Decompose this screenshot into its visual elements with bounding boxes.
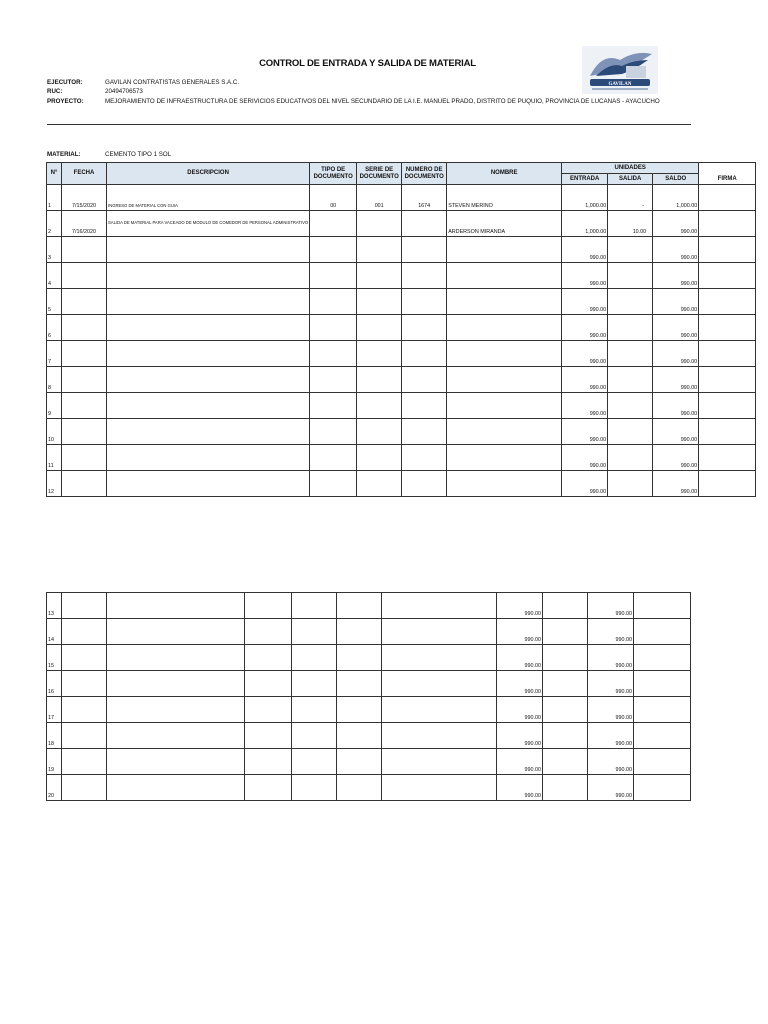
cell-numero	[402, 341, 447, 367]
table-row	[47, 671, 691, 697]
cell-n: 18	[47, 723, 62, 749]
cell-entrada: 990.00	[497, 645, 543, 671]
cell-descripcion: SALIDA DE MATERIAL PARA VACEADO DE MODULO DE COMEDOR DE PERSONAL ADMINISTRATIVO	[107, 211, 310, 237]
cell-numero	[402, 263, 447, 289]
cell-saldo: 990.00	[653, 263, 699, 289]
cell-fecha	[62, 341, 107, 367]
cell-salida	[543, 645, 588, 671]
table-row	[47, 775, 691, 801]
cell-nombre	[382, 619, 497, 645]
cell-serie	[357, 289, 402, 315]
cell-entrada: 990.00	[497, 671, 543, 697]
cell-descripcion: INGRESO DE MATERIAL CON GUIA	[107, 185, 310, 211]
cell-fecha	[62, 237, 107, 263]
cell-numero	[337, 723, 382, 749]
cell-entrada: 990.00	[497, 723, 543, 749]
material-key: MATERIAL:	[47, 151, 81, 158]
cell-entrada: 990.00	[562, 237, 608, 263]
cell-serie	[357, 315, 402, 341]
cell-saldo: 990.00	[653, 211, 699, 237]
cell-n: 5	[47, 289, 62, 315]
header-fecha: FECHA	[62, 163, 107, 185]
cell-tipo	[310, 315, 357, 341]
cell-entrada: 990.00	[497, 619, 543, 645]
cell-firma	[699, 471, 756, 497]
cell-serie	[357, 419, 402, 445]
cell-saldo: 990.00	[653, 445, 699, 471]
cell-descripcion	[107, 393, 310, 419]
cell-serie: 001	[357, 185, 402, 211]
cell-nombre	[382, 593, 497, 619]
cell-fecha	[62, 263, 107, 289]
cell-serie	[357, 367, 402, 393]
cell-fecha	[62, 445, 107, 471]
cell-salida	[608, 393, 653, 419]
cell-descripcion	[107, 263, 310, 289]
cell-salida	[608, 289, 653, 315]
cell-descripcion	[107, 645, 245, 671]
cell-salida	[543, 593, 588, 619]
meta-value: GAVILAN CONTRATISTAS GENERALES S.A.C.	[105, 79, 240, 86]
cell-saldo: 990.00	[653, 367, 699, 393]
cell-firma	[634, 645, 691, 671]
cell-tipo	[310, 367, 357, 393]
cell-tipo	[245, 749, 292, 775]
header-firma: FIRMA	[699, 163, 756, 185]
cell-firma	[699, 393, 756, 419]
gavilan-logo-icon	[582, 46, 658, 94]
cell-serie	[292, 697, 337, 723]
cell-numero	[402, 393, 447, 419]
cell-fecha	[62, 723, 107, 749]
meta-key: EJECUTOR:	[47, 79, 83, 86]
cell-fecha	[62, 315, 107, 341]
cell-saldo: 990.00	[588, 671, 634, 697]
cell-serie	[357, 211, 402, 237]
cell-fecha	[62, 775, 107, 801]
cell-entrada: 990.00	[497, 593, 543, 619]
cell-firma	[634, 619, 691, 645]
cell-salida: -	[608, 185, 653, 211]
table-row	[47, 697, 691, 723]
cell-entrada: 990.00	[562, 393, 608, 419]
cell-numero	[337, 775, 382, 801]
cell-nombre	[382, 645, 497, 671]
cell-tipo	[310, 471, 357, 497]
cell-descripcion	[107, 445, 310, 471]
cell-serie	[292, 775, 337, 801]
cell-firma	[699, 211, 756, 237]
cell-nombre	[447, 315, 562, 341]
cell-fecha	[62, 471, 107, 497]
cell-tipo	[245, 697, 292, 723]
cell-descripcion	[107, 237, 310, 263]
cell-n: 4	[47, 263, 62, 289]
cell-serie	[292, 723, 337, 749]
cell-numero	[337, 645, 382, 671]
cell-fecha	[62, 749, 107, 775]
cell-numero	[337, 671, 382, 697]
cell-saldo: 990.00	[588, 749, 634, 775]
cell-entrada: 990.00	[562, 419, 608, 445]
cell-firma	[699, 419, 756, 445]
meta-value: MEJORAMIENTO DE INFRAESTRUCTURA DE SERIVICIOS EDUCATIVOS DEL NIVEL SECUNDARIO DE LA I.E. MANUEL PRADO, DISTRITO DE PUQUIO, PROVINCIA DE LUCANAS - AYACUCHO	[105, 98, 660, 105]
cell-tipo	[245, 775, 292, 801]
meta-key: PROYECTO:	[47, 98, 84, 105]
header-tipo-documento: TIPO DE DOCUMENTO	[310, 163, 357, 185]
header-entrada: ENTRADA	[562, 174, 608, 185]
table-row	[47, 723, 691, 749]
cell-serie	[357, 393, 402, 419]
cell-fecha	[62, 671, 107, 697]
cell-nombre	[382, 697, 497, 723]
cell-entrada: 990.00	[562, 367, 608, 393]
cell-saldo: 990.00	[653, 471, 699, 497]
cell-n: 16	[47, 671, 62, 697]
cell-serie	[357, 237, 402, 263]
cell-fecha	[62, 619, 107, 645]
cell-tipo	[310, 289, 357, 315]
cell-descripcion	[107, 367, 310, 393]
cell-fecha	[62, 367, 107, 393]
cell-tipo	[310, 393, 357, 419]
cell-fecha	[62, 419, 107, 445]
cell-firma	[699, 289, 756, 315]
cell-firma	[634, 671, 691, 697]
cell-n: 2	[47, 211, 62, 237]
cell-saldo: 990.00	[588, 697, 634, 723]
table-row	[47, 367, 756, 393]
meta-value: 20494706573	[105, 88, 143, 95]
cell-entrada: 1,000.00	[562, 185, 608, 211]
cell-fecha: 7/16/2020	[62, 211, 107, 237]
cell-tipo	[310, 263, 357, 289]
cell-serie	[292, 593, 337, 619]
cell-nombre	[447, 471, 562, 497]
cell-fecha	[62, 289, 107, 315]
cell-entrada: 990.00	[562, 341, 608, 367]
cell-n: 19	[47, 749, 62, 775]
table-row	[47, 445, 756, 471]
table-row	[47, 211, 756, 237]
cell-serie	[292, 619, 337, 645]
table-row	[47, 263, 756, 289]
cell-tipo: 00	[310, 185, 357, 211]
cell-tipo	[310, 419, 357, 445]
cell-numero	[337, 619, 382, 645]
cell-entrada: 990.00	[562, 471, 608, 497]
cell-saldo: 990.00	[588, 619, 634, 645]
cell-n: 7	[47, 341, 62, 367]
table-row	[47, 185, 756, 211]
cell-entrada: 1,000.00	[562, 211, 608, 237]
cell-descripcion	[107, 749, 245, 775]
cell-salida	[608, 263, 653, 289]
cell-tipo	[310, 211, 357, 237]
cell-numero	[402, 211, 447, 237]
header-nombre: NOMBRE	[447, 163, 562, 185]
cell-firma	[699, 185, 756, 211]
cell-n: 6	[47, 315, 62, 341]
cell-descripcion	[107, 419, 310, 445]
cell-numero	[402, 419, 447, 445]
cell-numero	[402, 289, 447, 315]
cell-saldo: 990.00	[653, 289, 699, 315]
cell-n: 9	[47, 393, 62, 419]
material-control-table-continued	[46, 592, 691, 801]
cell-tipo	[245, 619, 292, 645]
cell-numero	[402, 445, 447, 471]
cell-firma	[634, 697, 691, 723]
table-row	[47, 645, 691, 671]
cell-salida	[608, 471, 653, 497]
header-serie-documento: SERIE DE DOCUMENTO	[357, 163, 402, 185]
cell-descripcion	[107, 341, 310, 367]
table-row	[47, 471, 756, 497]
cell-fecha	[62, 645, 107, 671]
cell-firma	[699, 237, 756, 263]
table-row	[47, 289, 756, 315]
header-salida: SALIDA	[608, 174, 653, 185]
cell-salida	[608, 341, 653, 367]
cell-numero	[337, 697, 382, 723]
cell-numero	[337, 749, 382, 775]
cell-salida	[543, 775, 588, 801]
cell-saldo: 990.00	[653, 237, 699, 263]
cell-nombre	[447, 263, 562, 289]
cell-saldo: 990.00	[653, 419, 699, 445]
cell-saldo: 990.00	[653, 315, 699, 341]
cell-tipo	[310, 341, 357, 367]
cell-n: 14	[47, 619, 62, 645]
cell-saldo: 990.00	[588, 593, 634, 619]
cell-serie	[292, 671, 337, 697]
cell-descripcion	[107, 289, 310, 315]
cell-nombre	[447, 237, 562, 263]
cell-nombre	[447, 419, 562, 445]
cell-entrada: 990.00	[562, 315, 608, 341]
cell-firma	[634, 593, 691, 619]
cell-descripcion	[107, 619, 245, 645]
cell-n: 15	[47, 645, 62, 671]
cell-serie	[292, 749, 337, 775]
cell-n: 1	[47, 185, 62, 211]
cell-descripcion	[107, 697, 245, 723]
cell-firma	[634, 723, 691, 749]
cell-nombre	[447, 445, 562, 471]
cell-descripcion	[107, 775, 245, 801]
cell-nombre	[447, 367, 562, 393]
cell-n: 10	[47, 419, 62, 445]
cell-salida	[543, 749, 588, 775]
cell-numero: 1674	[402, 185, 447, 211]
cell-firma	[634, 775, 691, 801]
cell-salida	[543, 619, 588, 645]
cell-fecha	[62, 593, 107, 619]
cell-nombre	[447, 341, 562, 367]
cell-n: 20	[47, 775, 62, 801]
table-row	[47, 341, 756, 367]
material-value: CEMENTO TIPO 1 SOL	[105, 151, 172, 158]
table-row	[47, 237, 756, 263]
cell-serie	[357, 341, 402, 367]
header-numero-documento: NUMERO DE DOCUMENTO	[402, 163, 447, 185]
cell-salida	[608, 445, 653, 471]
cell-salida	[608, 367, 653, 393]
table-row	[47, 419, 756, 445]
cell-nombre	[447, 393, 562, 419]
company-logo	[582, 46, 658, 94]
cell-entrada: 990.00	[562, 263, 608, 289]
cell-firma	[699, 263, 756, 289]
cell-descripcion	[107, 593, 245, 619]
meta-key: RUC:	[47, 88, 63, 95]
cell-firma	[699, 445, 756, 471]
header-n: N°	[47, 163, 62, 185]
table-row	[47, 619, 691, 645]
cell-firma	[699, 341, 756, 367]
cell-entrada: 990.00	[562, 445, 608, 471]
cell-descripcion	[107, 471, 310, 497]
cell-tipo	[245, 671, 292, 697]
cell-fecha	[62, 393, 107, 419]
cell-saldo: 990.00	[588, 775, 634, 801]
cell-nombre: ARDERSON MIRANDA	[447, 211, 562, 237]
cell-firma	[699, 315, 756, 341]
cell-serie	[292, 645, 337, 671]
cell-tipo	[245, 645, 292, 671]
logo-text: GAVILAN	[608, 82, 632, 87]
cell-entrada: 990.00	[497, 697, 543, 723]
cell-salida	[543, 697, 588, 723]
cell-tipo	[245, 723, 292, 749]
cell-n: 12	[47, 471, 62, 497]
cell-descripcion	[107, 723, 245, 749]
cell-saldo: 990.00	[653, 393, 699, 419]
cell-nombre	[382, 749, 497, 775]
cell-descripcion	[107, 671, 245, 697]
material-control-table	[46, 162, 756, 497]
cell-n: 13	[47, 593, 62, 619]
document-title: CONTROL DE ENTRADA Y SALIDA DE MATERIAL	[259, 58, 476, 69]
cell-tipo	[245, 593, 292, 619]
cell-saldo: 990.00	[588, 645, 634, 671]
cell-entrada: 990.00	[562, 289, 608, 315]
cell-nombre	[382, 671, 497, 697]
cell-nombre	[382, 723, 497, 749]
cell-firma	[634, 749, 691, 775]
cell-fecha	[62, 697, 107, 723]
cell-saldo: 990.00	[588, 723, 634, 749]
cell-fecha: 7/15/2020	[62, 185, 107, 211]
cell-entrada: 990.00	[497, 775, 543, 801]
cell-numero	[337, 593, 382, 619]
cell-descripcion	[107, 315, 310, 341]
cell-salida	[608, 315, 653, 341]
cell-salida: 10.00	[608, 211, 653, 237]
cell-entrada: 990.00	[497, 749, 543, 775]
table-row	[47, 393, 756, 419]
cell-salida	[608, 237, 653, 263]
cell-nombre	[382, 775, 497, 801]
divider	[47, 124, 691, 125]
cell-saldo: 990.00	[653, 341, 699, 367]
cell-salida	[608, 419, 653, 445]
cell-serie	[357, 471, 402, 497]
cell-numero	[402, 471, 447, 497]
cell-n: 3	[47, 237, 62, 263]
cell-nombre: STEVEN MERINO	[447, 185, 562, 211]
header-descripcion: DESCRIPCION	[107, 163, 310, 185]
cell-firma	[699, 367, 756, 393]
table-row	[47, 315, 756, 341]
cell-n: 17	[47, 697, 62, 723]
header-saldo: SALDO	[653, 174, 699, 185]
cell-numero	[402, 237, 447, 263]
cell-salida	[543, 723, 588, 749]
cell-n: 11	[47, 445, 62, 471]
cell-numero	[402, 315, 447, 341]
cell-nombre	[447, 289, 562, 315]
table-row	[47, 749, 691, 775]
cell-n: 8	[47, 367, 62, 393]
cell-saldo: 1,000.00	[653, 185, 699, 211]
header-unidades: UNIDADES	[562, 163, 699, 174]
cell-salida	[543, 671, 588, 697]
table-row	[47, 593, 691, 619]
cell-serie	[357, 445, 402, 471]
cell-numero	[402, 367, 447, 393]
cell-tipo	[310, 237, 357, 263]
cell-serie	[357, 263, 402, 289]
cell-tipo	[310, 445, 357, 471]
